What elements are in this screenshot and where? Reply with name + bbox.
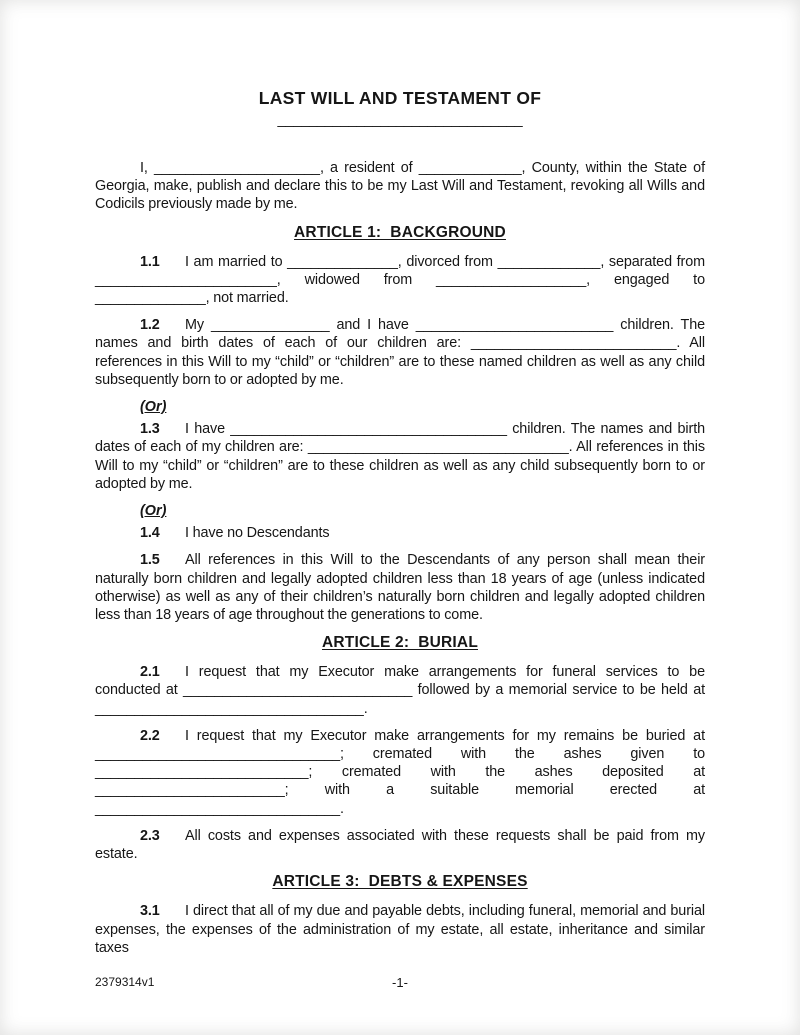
clause-1-4-number: 1.4 [140,525,160,542]
opening-paragraph [95,159,705,214]
clause-1-2-text: My _______________ and I have _________________________ children. The names and birth dates of each of our children are: __________________________. All references in this Will to my “child” or “children” are to these named children as well as any child subsequently born to or adopted by me. [95,317,705,388]
page-number: -1- [392,975,408,990]
or-divider-1 [140,398,705,416]
clause-1-1 [95,253,705,308]
article-1-heading [95,223,705,242]
title-block [95,88,705,129]
clause-1-3-number: 1.3 [140,421,160,438]
clause-1-2 [95,316,705,389]
clause-2-3 [95,827,705,863]
clause-1-5-number: 1.5 [140,552,160,569]
clause-2-2-number: 2.2 [140,727,160,744]
or-divider-2 [140,502,705,520]
or-divider-2-text: (Or) [140,503,167,520]
clause-3-1 [95,902,705,957]
clause-1-4 [95,524,705,542]
article-3-heading [95,872,705,891]
title-blank-line: _______________________________ [277,112,523,128]
clause-1-2-number: 1.2 [140,317,160,334]
clause-2-3-number: 2.3 [140,827,160,844]
clause-2-1-number: 2.1 [140,664,160,681]
clause-1-5 [95,551,705,624]
or-divider-1-text: (Or) [140,399,167,416]
document-id: 2379314v1 [95,975,155,989]
article-1-heading-text: ARTICLE 1: BACKGROUND [294,223,506,241]
clause-2-1 [95,663,705,718]
clause-1-5-text: All references in this Will to the Descendants of any person shall mean their naturally born children and legally adopted children less than 18 years of age (unless indicated otherwise) as well as any of their children’s naturally born children and legally adopted children less than 18 years of age throughout the generations to come. [95,552,705,624]
article-3-heading-text: ARTICLE 3: DEBTS & EXPENSES [272,873,528,891]
article-2-heading [95,633,705,652]
opening-paragraph-text: I, _____________________, a resident of _____________, County, within the State of Georgia, make, publish and declare this to be my Last Will and Testament, revoking all Wills and Codicils previously made by me. [95,160,705,213]
clause-1-3 [95,420,705,493]
clause-2-2 [95,727,705,818]
clause-2-3-text: All costs and expenses associated with these requests shall be paid from my estate. [95,827,705,863]
clause-2-2-text: I request that my Executor make arrangements for my remains be buried at _______________________________; cremated with the ashes given to ___________________________; cremated with the ashes deposited at ________________________; with a suitable memorial erected at _______________________________. [95,727,705,817]
clause-3-1-number: 3.1 [140,903,160,920]
clause-3-1-text: I direct that all of my due and payable debts, including funeral, memorial and burial expenses, the expenses of the administration of my estate, all estate, inheritance and similar taxes [95,903,705,956]
article-2-heading-text: ARTICLE 2: BURIAL [321,634,478,652]
clause-2-1-text: I request that my Executor make arrangements for funeral services to be conducted at _____________________________ followed by a memorial service to be held at __________________________________. [95,664,705,717]
clause-1-1-text: I am married to ______________, divorced from _____________, separated from _______________________, widowed from ___________________, engaged to ______________, not married. [95,253,705,307]
clause-1-3-text: I have ___________________________________ children. The names and birth dates of each of my children are: _________________________________. All references in this Will to my “child” or “children” are to these children as well as any child subsequently born to or adopted by me. [95,421,705,492]
clause-1-4-text: I have no Descendants [185,525,330,542]
document-title: LAST WILL AND TESTAMENT OF [258,88,542,108]
clause-1-1-number: 1.1 [140,253,160,270]
